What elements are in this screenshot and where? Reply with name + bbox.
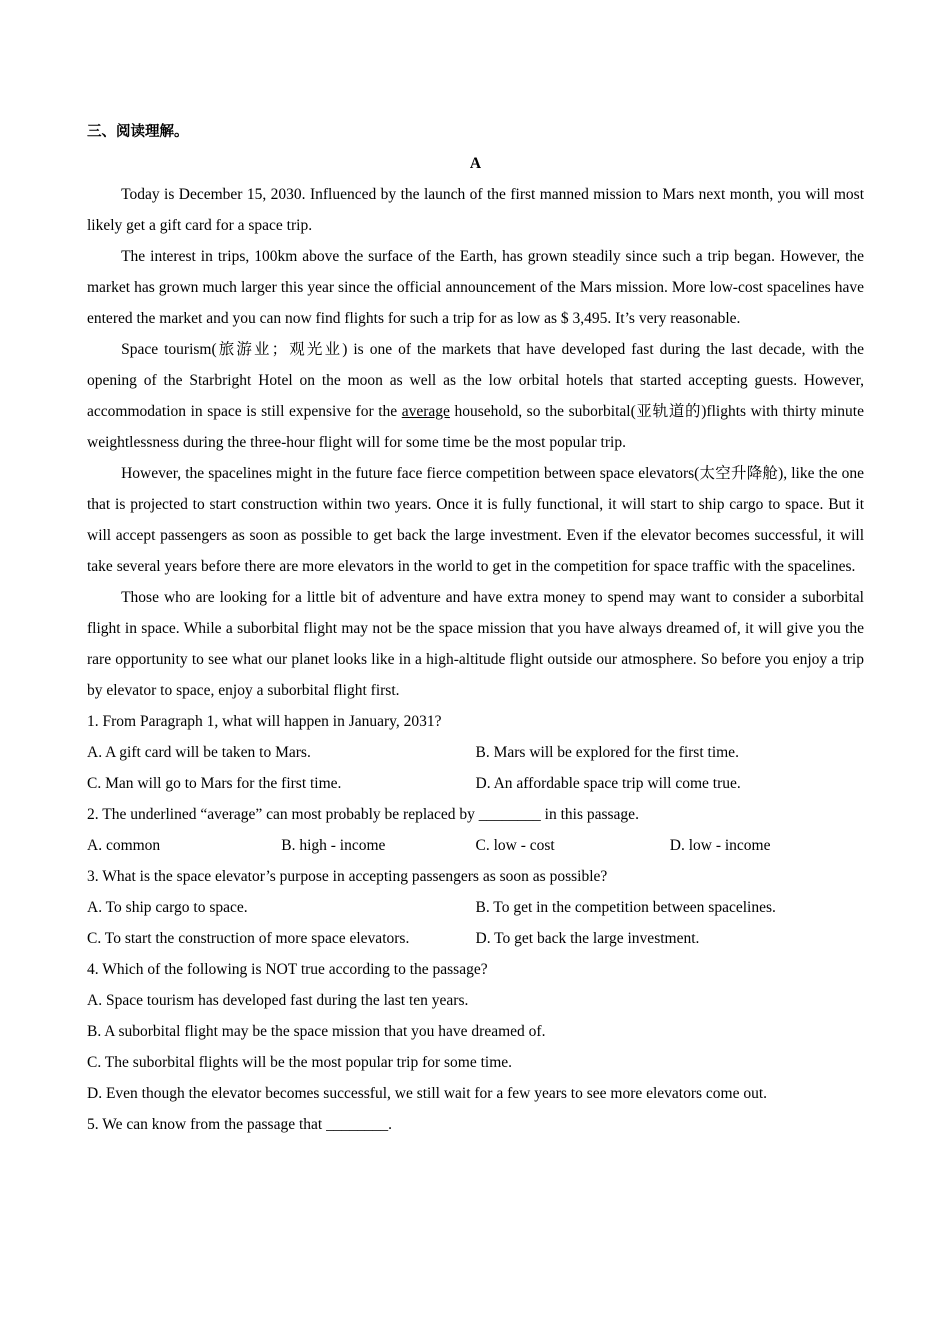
exam-page [87, 117, 864, 1140]
paragraph-4: However, the spacelines might in the future face fierce competition between space elevators(太空升降舱), like the one that is projected to start construction within two years. Once it is fully functional, it will start to ship cargo to space. But it will accept passengers as soon as possible to get back the large investment. Even if the elevator becomes successful, it will take several years before there are more elevators in the world to get in the competition for space traffic with the spacelines. [87, 465, 864, 575]
question-4 [87, 954, 864, 1109]
paragraph-3-text-after: household, so the suborbital(亚轨道的)flights with thirty minute weightlessness during the three-hour flight will for some time be the most popular trip. [87, 403, 864, 451]
question-4-options [87, 985, 864, 1109]
question-1-stem: 1. From Paragraph 1, what will happen in January, 2031? [87, 713, 442, 730]
question-1-options [87, 737, 864, 799]
question-1 [87, 706, 864, 799]
question-3-option-d[interactable]: D. To get back the large investment. [475, 930, 700, 947]
question-2-option-d[interactable]: D. low - income [669, 837, 771, 854]
question-4-stem: 4. Which of the following is NOT true according to the passage? [87, 961, 488, 978]
question-3-options [87, 892, 864, 954]
paragraph-5: Those who are looking for a little bit of adventure and have extra money to spend may want to consider a suborbital flight in space. While a suborbital flight may not be the space mission that you have always dreamed of, it will give you the rare opportunity to see what our planet looks like in a high-altitude flight outside our atmosphere. So before you enjoy a trip by elevator to space, enjoy a suborbital flight first. [87, 589, 864, 699]
question-1-option-c[interactable]: C. Man will go to Mars for the first time. [87, 775, 342, 792]
paragraph-3 [87, 334, 864, 458]
question-1-option-a[interactable]: A. A gift card will be taken to Mars. [87, 744, 311, 761]
paragraph-1: Today is December 15, 2030. Influenced by the launch of the first manned mission to Mars next month, you will most likely get a gift card for a space trip. [87, 186, 864, 234]
question-2-option-a[interactable]: A. common [87, 837, 161, 854]
question-2-stem: 2. The underlined “average” can most probably be replaced by ________ in this passage. [87, 806, 639, 823]
question-2-option-c[interactable]: C. low - cost [475, 837, 555, 854]
question-2 [87, 799, 864, 861]
question-4-option-a[interactable]: A. Space tourism has developed fast during the last ten years. [87, 992, 469, 1009]
question-3-option-b[interactable]: B. To get in the competition between spacelines. [475, 899, 776, 916]
question-2-options [87, 830, 864, 861]
question-2-option-b[interactable]: B. high - income [281, 837, 386, 854]
passage-label: A [469, 155, 482, 172]
question-3-stem: 3. What is the space elevator’s purpose in accepting passengers as soon as possible? [87, 868, 608, 885]
question-3 [87, 861, 864, 954]
question-1-option-b[interactable]: B. Mars will be explored for the first time. [475, 744, 739, 761]
paragraph-3-text-before: Space tourism(旅游业；观光业) is one of the markets that have developed fast during the last decade, with the opening of the Starbright Hotel on the moon as well as the low orbital hotels that started accepting guests. However, accommodation in space is still expensive for the [87, 341, 864, 420]
question-4-option-d[interactable]: D. Even though the elevator becomes successful, we still wait for a few years to see more elevators come out. [87, 1085, 768, 1102]
question-4-option-c[interactable]: C. The suborbital flights will be the most popular trip for some time. [87, 1054, 513, 1071]
section-title: 三、阅读理解。 [87, 124, 189, 140]
question-4-option-b[interactable]: B. A suborbital flight may be the space mission that you have dreamed of. [87, 1023, 546, 1040]
underlined-word-average: average [401, 403, 450, 420]
question-5 [87, 1109, 864, 1140]
question-1-option-d[interactable]: D. An affordable space trip will come true. [475, 775, 741, 792]
paragraph-2: The interest in trips, 100km above the surface of the Earth, has grown steadily since such a trip began. However, the market has grown much larger this year since the official announcement of the Mars mission. More low-cost spacelines have entered the market and you can now find flights for such a trip for as low as $ 3,495. It’s very reasonable. [87, 248, 864, 327]
question-3-option-c[interactable]: C. To start the construction of more space elevators. [87, 930, 410, 947]
question-3-option-a[interactable]: A. To ship cargo to space. [87, 899, 248, 916]
question-5-stem: 5. We can know from the passage that ________. [87, 1116, 392, 1133]
